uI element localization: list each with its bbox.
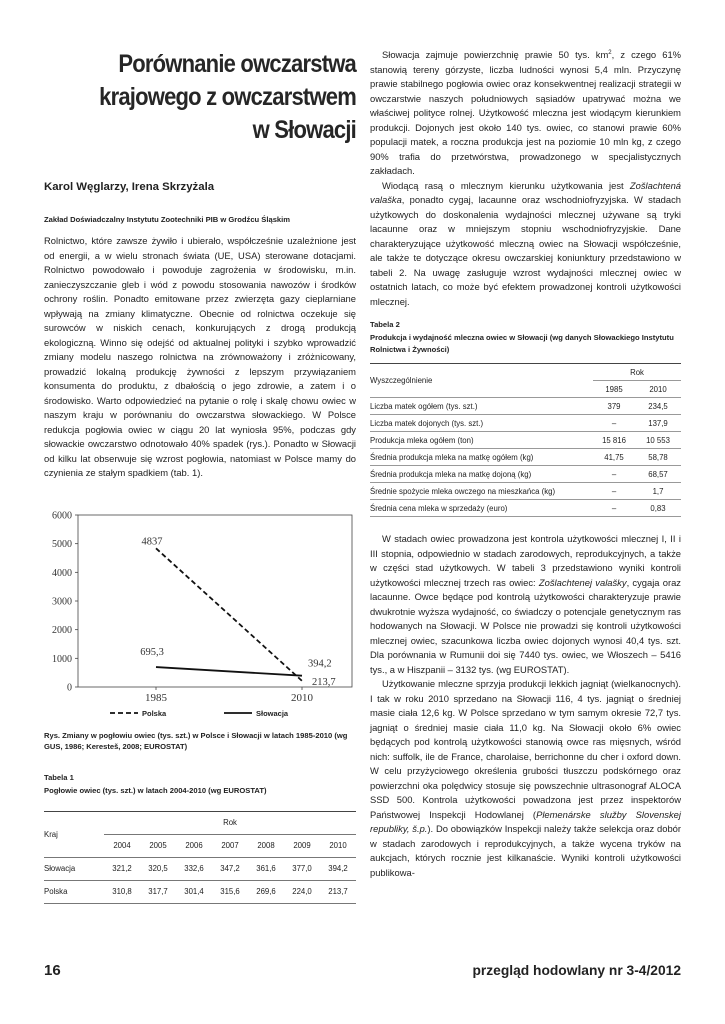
title-line: Porównanie owczarstwa: [118, 50, 356, 78]
table-row: [370, 415, 681, 432]
table2-row-name: Średnia produkcja mleka na matkę ogółem (kg): [370, 449, 593, 466]
table2-cell: 0,83: [635, 500, 681, 517]
table1-year: 2009: [284, 834, 320, 857]
y-tick-label: 4000: [52, 567, 72, 579]
authors: Karol Węglarzy, Irena Skrzyżala: [44, 181, 215, 193]
italic-run: Zošlachtená valaška: [370, 179, 681, 205]
affiliation: Zakład Doświadczalny Instytutu Zootechniki PIB w Grodźcu Śląskim: [44, 215, 291, 224]
series-line-słowacja: [156, 667, 302, 676]
text-run: W stadach owiec prowadzona jest kontrola użytkowości mlecznej I, II i III stopnia, odpowiednio w stadach zarodowych, reprodukcyjnych, a także w części stad użytkowych. W tabeli 3 przedstawiono wyniki kontroli użytkowości mlecznej trzech ras owiec:: [370, 533, 681, 588]
text-run: , cygaja oraz lacaunne. Owce będące pod kontrolą użytkowości charakteryzuje prawie dwukrotnie wyższa wydajność, co świadczy o potencjale genetycznym ras hodowanych na Słowacji. W Polsce nie prowadzi się kontroli użytkowości mlecznej owiec, szacunkowa liczba owiec dojonych wynosi 40,4 tys. szt. Dla porównania w Rumunii doi się 7440 tys. owiec, we Włoszech – 5416 tys., a w Hiszpanii – 3132 tys. (wg EUROSTAT).: [370, 576, 681, 675]
table2-row-name: Średnie spożycie mleka owczego na mieszkańca (kg): [370, 483, 593, 500]
table-row: [370, 483, 681, 500]
table1-cell: 310,8: [104, 880, 140, 903]
table-row: [44, 857, 356, 880]
data-label: 394,2: [308, 658, 332, 670]
data-label: 213,7: [312, 676, 336, 688]
table1-year: 2005: [140, 834, 176, 857]
line-chart: [44, 507, 356, 722]
table1-cell: 224,0: [284, 880, 320, 903]
table2-cell: 379: [593, 398, 635, 415]
table-row: [370, 466, 681, 483]
text-run: ). Do obowiązków Inspekcji należy także selekcja oraz dobór w stadach zarodowych i reprodukcyjnych, a także wycena tryków na aukcjach, których rocznie jest kilkanaście. Wyniki kontroli użytkowości publikowa-: [370, 823, 681, 878]
table-row: [44, 880, 356, 903]
table2: [370, 363, 681, 517]
table1-row-name: Polska: [44, 880, 104, 903]
table1: [44, 811, 356, 904]
table1-cell: 394,2: [320, 857, 356, 880]
paragraph: [370, 532, 681, 677]
table2-corner: Wyszczególnienie: [370, 364, 593, 398]
table-row: [370, 432, 681, 449]
paragraph: [370, 48, 681, 179]
table2-group-header: Rok: [593, 364, 681, 381]
y-tick-label: 5000: [52, 538, 72, 550]
table1-corner: Kraj: [44, 811, 104, 857]
table2-year: 2010: [635, 381, 681, 398]
table2-cell: 1,7: [635, 483, 681, 500]
table2-row-name: Liczba matek dojonych (tys. szt.): [370, 415, 593, 432]
table1-cell: 332,6: [176, 857, 212, 880]
table2-year: 1985: [593, 381, 635, 398]
title-line: w Słowacji: [252, 116, 356, 144]
superscript: 2: [608, 49, 612, 56]
table1-cell: 347,2: [212, 857, 248, 880]
table2-cell: –: [593, 415, 635, 432]
legend-label: Polska: [142, 708, 167, 718]
table1-cell: 213,7: [320, 880, 356, 903]
table1-cell: 315,6: [212, 880, 248, 903]
table1-year: 2007: [212, 834, 248, 857]
table2-cell: 137,9: [635, 415, 681, 432]
x-tick-label: 2010: [291, 691, 313, 704]
table1-cell: 301,4: [176, 880, 212, 903]
article-title: [81, 48, 356, 147]
right-column: [370, 48, 681, 880]
y-tick-label: 6000: [52, 510, 72, 521]
table2-cell: 10 553: [635, 432, 681, 449]
table2-title: Produkcja i wydajność mleczna owiec w Słowacji (wg danych Słowackiego Instytutu Rolnictwa i Żywności): [370, 333, 674, 354]
text-run: , z czego 61% stanowią tereny górzyste, liczba ludności wynosi 5,4 mln. Przyczynę prawie stabilnego pogłowia owiec oraz konsekwentnej realizacji strategii w owczarstwie naszych południowych sąsiadów upatrywać można we właściwej polityce rolnej. Użytkowość mleczna jest wiodącym kierunkiem produkcji. Dojonych jest około 140 tys. owiec, co stanowi prawie 60% populacji matek, a roczna produkcja jest na poziomie 10 mln kg, z czego 90% trafia do przetwórstwa, prowadzonego w specjalistycznych zakładach.: [370, 49, 682, 176]
table1-cell: 361,6: [248, 857, 284, 880]
table2-row-name: Produkcja mleka ogółem (ton): [370, 432, 593, 449]
table2-cell: 15 816: [593, 432, 635, 449]
table1-cell: 269,6: [248, 880, 284, 903]
page-number: 16: [44, 962, 61, 979]
y-tick-label: 2000: [52, 624, 72, 636]
x-tick-label: 1985: [145, 691, 167, 704]
legend-label: Słowacja: [256, 708, 289, 718]
paragraph: [370, 179, 681, 310]
table1-cell: 377,0: [284, 857, 320, 880]
table1-year: 2008: [248, 834, 284, 857]
table1-year: 2004: [104, 834, 140, 857]
data-label: 4837: [141, 535, 163, 547]
table2-row-name: Liczba matek ogółem (tys. szt.): [370, 398, 593, 415]
table1-year: 2006: [176, 834, 212, 857]
series-line-polska: [156, 548, 302, 681]
text-run: , ponadto cygaj, lacaunne oraz wschodniofryzyjska. W stadach użytkowych do doskonalenia wydajności mlecznej używane są tryki lacaunne oraz w mniejszym stopniu wschodniofryzyjskie. Dane charakteryzujące użytkowość mleczną owiec na Słowacji współcześnie, ale także te dotyczące okresu owczarskiej koniunktury przedstawiono w tabeli 2. Na uwagę zasługuje wzrost wydajności mlecznej owiec w ostatnich latach, co może być efektem prowadzonej kontroli użytkowości mlecznej.: [370, 194, 681, 307]
title-line: krajowego z owczarstwem: [99, 83, 357, 111]
table2-cell: –: [593, 500, 635, 517]
table1-row-name: Słowacja: [44, 857, 104, 880]
table2-cell: 58,78: [635, 449, 681, 466]
data-label: 695,3: [140, 646, 164, 658]
table2-cell: 234,5: [635, 398, 681, 415]
y-tick-label: 1000: [52, 653, 72, 665]
table1-group-header: Rok: [104, 811, 356, 834]
table2-cell: 68,57: [635, 466, 681, 483]
figure-caption: Rys. Zmiany w pogłowiu owiec (tys. szt.) w Polsce i Słowacji w latach 1985-2010 (wg GUS, 1986; Keresteš, 2008; EUROSTAT): [44, 730, 348, 752]
paragraph: [370, 677, 681, 880]
table2-cell: –: [593, 466, 635, 483]
figure-chart: [44, 507, 356, 722]
table-row: [370, 398, 681, 415]
italic-run: Plemenárske služby Slovenskej republiky, š.p.: [370, 808, 681, 834]
y-tick-label: 0: [67, 682, 72, 693]
table1-cell: 317,7: [140, 880, 176, 903]
left-column: [44, 48, 356, 904]
text-run: Słowacja zajmuje powierzchnię prawie 50 tys. km: [382, 49, 609, 60]
table2-row-name: Średnia cena mleka w sprzedaży (euro): [370, 500, 593, 517]
table2-cell: 41,75: [593, 449, 635, 466]
table-row: [370, 500, 681, 517]
table1-year: 2010: [320, 834, 356, 857]
table1-title: Pogłowie owiec (tys. szt.) w latach 2004-2010 (wg EUROSTAT): [44, 786, 267, 796]
y-tick-label: 3000: [52, 596, 72, 607]
intro-paragraph: Rolnictwo, które zawsze żywiło i ubierało, współcześnie uzależnione jest od energii, a w wielu stronach świata (UE, USA) sterowane dotacjami. Rolnictwo powodowało i powoduje zagrożenia w środowisku, m.in. zanieczyszczanie gleb i wód z powodu stosowania nawozów i środków ochrony roślin. Ponadto emitowane przez zwierzęta gazy cieplarniane wpływają na zmiany klimatyczne. Obecnie od rolnictwa oczekuje się surowców w niskich cenach, konkurujących z drogą produkcją ekologiczną. Winno się odejść od aktualnej polityki i szybko wprowadzić zmiany modelu naszego rolnictwa na zrównoważony i zróżnicowany, prowadzić lokalną produkcję żywności z lepszym przywiązaniem konsumenta do produktu, z dbałością o jego zdrowie, a zatem i o środowisko. Warto odpowiedzieć na pytanie o rolę i skalę chowu owiec w naszym kraju w porównaniu do owczarstwa słowackiego. W Polsce redukcja pogłowia owiec w ciągu 20 lat wyniosła 95%, podczas gdy słowackie owczarstwo odnotowało 40% spadek (rys.). Ponadto w Słowacji od kilku lat obserwuje się wzrost pogłowia, natomiast w Polsce mamy do czynienia ze stałym spadkiem (tab. 1).: [44, 235, 356, 478]
table2-label: Tabela 2: [370, 320, 400, 329]
journal-name: przegląd hodowlany nr 3-4/2012: [472, 963, 681, 978]
text-run: Użytkowanie mleczne sprzyja produkcji lekkich jagniąt (wielkanocnych). I tak w roku 2010 sprzedano na Słowacji 116, 4 tys. jagniąt o średniej masie ciała 12,6 kg. W Polsce sprzedano w tym samym okresie 72,7 tys. jagniąt o średniej masie ciała 11,0 kg. Na Słowacji około 6% owiec będących pod kontrolą użytkowości stanowią owce ras mięsnych, wśród nich: suffolk, ile de France, charolaise, berrichonne du cher i oxford down. W celu przyżyciowego określenia grubości tłuszczu podskórnego oraz powierzchni oka polędwicy stosuje się powszechnie ultrasonograf ALOCA SSD 500. Kontrola użytkowości powadzona jest przez inspektorów Państwowej Inspekcji Hodowlanej (: [370, 678, 681, 820]
table2-cell: –: [593, 483, 635, 500]
table1-cell: 320,5: [140, 857, 176, 880]
italic-run: Zošlachtenej valašky: [538, 576, 627, 588]
table1-label: Tabela 1: [44, 773, 74, 783]
text-run: Wiodącą rasą o mlecznym kierunku użytkowania jest: [382, 179, 630, 191]
table2-row-name: Średnia produkcja mleka na matkę dojoną (kg): [370, 466, 593, 483]
table-row: [370, 449, 681, 466]
table1-cell: 321,2: [104, 857, 140, 880]
